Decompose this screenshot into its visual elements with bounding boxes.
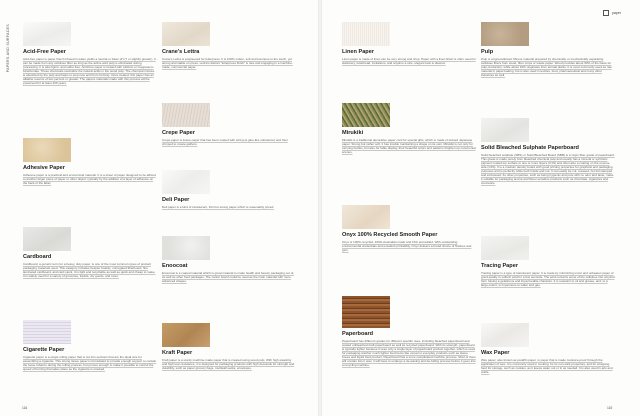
entry-adhesive-paper: [23, 138, 157, 198]
entry-title: Cigarette Paper: [23, 347, 65, 353]
entry-title: Wax Paper: [481, 350, 510, 356]
entry-paperboard: [342, 296, 476, 396]
entry-description: Mirukiki is a traditional decorative paper cord for special gifts, which is made of twisted Japanese paper. Strong but rather soft, it has trouble maintaining a shape on its own. Mirukiki is not only for carrying bottles, but also for table display, their beautiful colors and patterns brighten up ceremonial scenes.: [342, 137, 476, 154]
entry-description: Solid bleached sulphate (SBS) or Solid Bleached Board (SBB) is a virgin fiber grade of paperboard. This grade is made purely from bleached chemical pulp and usually has a mineral or synthetic pigment coated top surface in one or more layers (C1S) and often also a coating on the reverse side (C2S). It is a medium density board with good printing properties for graphical and packaging purposes and is perfectly white both inside and out. It can easily be cut, creased, hot foil stamped and embossed. Its other properties, such as being hygienic and pure with no odor and taste, make it suitable for packaging aroma and flavor sensitive products such as chocolate, cigarettes and cosmetics.: [481, 152, 615, 186]
entry-description: Pulp is a lignocellulosic fibrous material prepared by chemically or mechanically separating cellulose fibers from wood, fiber crops or waste paper. Wood provides about 90% of the basis for pulp production, while about 10% originates from annual plants. It is most commonly used as raw material in papermaking, but is also used in textiles, food, pharmaceutical and many other industries as well.: [481, 56, 612, 77]
entry-description: Linen paper is made of linen can be very strong and crisp. Paper with a linen finish is often used for stationery, letterhead, invitations, and anytime a nice, elegant look is desired.: [342, 56, 476, 65]
paper-swatch-image: [162, 22, 210, 46]
entry-cigarette-paper: [23, 320, 157, 384]
paper-swatch-image: [342, 296, 390, 328]
paper-swatch-image: [162, 236, 210, 260]
entry-pulp: [481, 22, 615, 86]
entry-title: Crane's Lettra: [162, 49, 200, 55]
entry-acid-free-paper: [23, 22, 157, 114]
entry-title: Crepe Paper: [162, 130, 195, 136]
paper-swatch-image: [23, 22, 71, 46]
entry-cranes-lettra: [162, 22, 296, 78]
entry-title: Enoocoat: [162, 263, 188, 269]
paper-swatch-image: [162, 323, 210, 347]
entry-kraft-paper: [162, 323, 296, 383]
entry-description: Wax paper, also known as paraffin paper, is paper that is made moisture-proof through the application of wax. It is commonly used in cooking, for its non-stick properties, and for wrapping food for storage, such as cookies, as it keeps water out or in as needed. It is also used in arts and crafts.: [481, 357, 613, 374]
entry-tracing-paper: [481, 236, 615, 296]
entry-title: Kraft Paper: [162, 350, 193, 356]
entry-description: Onyx is 100% recycled, 100% Australian made and FSC accredited. With outstanding environmental credentials and excellent printability, Onyx delivers a broad choice of finishes and gsm.: [342, 239, 472, 252]
entry-title: Paperboard: [342, 331, 374, 337]
paper-swatch-image: [23, 227, 71, 251]
paper-swatch-image: [342, 205, 390, 229]
paper-swatch-image: [162, 170, 210, 194]
entry-wax-paper: [481, 323, 615, 383]
entry-enoocoat: [162, 236, 296, 292]
paper-swatch-image: [481, 323, 529, 347]
entry-title: Onyx 100% Recycled Smooth Paper: [342, 232, 438, 238]
entry-mirukiki: [342, 103, 476, 163]
entry-description: Deli paper is a kind of translucent, thin but strong paper which is reasonably priced.: [162, 204, 275, 209]
paper-swatch-image: [342, 103, 390, 127]
entry-description: Cardboard, a generic term for a heavy, duty paper, is one of the most common types of product packaging materials used. This category includes heavier boards, corrugated fiberboard, fine laminated cardboard, and card stock. It is light and recyclable as well as quick and cheap to make. It is widely used for a variety of groceries, liquids, dry goods, and more.: [23, 261, 156, 278]
entry-onyx-recycled-paper: [342, 205, 476, 257]
entry-description: Adhesive paper is a practical and economical material. It is a sheet of paper designed to be affixed to another larger piece of paper or other object, typically by the addition of a layer of adhesive on the back of the label.: [23, 172, 156, 185]
entry-description: Acid-free paper is paper that if infused in water yields a neutral or basic pH (7 or slightly greater). It can be made from any cellulose fiber as long as the active acid pulp is eliminated during processing. It is also lignin- and sulfur-free. Acid-free paper is treated with calcium or magnesium bicarbonate. These chemicals neutralize the natural acids in the wood pulp. The chemical mixture is absorbed by the pulp and helps to stop new acid from forming. Once treated, this paper has an alkaline reserve of two percent or greater. The papers materials made with this process will be preserved for at least 100 years.: [23, 56, 156, 86]
corner-marker-icon: [603, 10, 609, 16]
paper-swatch-image: [162, 103, 210, 127]
entry-title: Pulp: [481, 49, 494, 55]
entry-title: Adhesive Paper: [23, 165, 65, 171]
page-number-left: 116: [22, 406, 28, 410]
entry-deli-paper: [162, 170, 296, 218]
paper-swatch-image: [23, 320, 71, 344]
entry-description: Crane's Lettra is engineered for letterpress. It is 100% cotton, soft and luxurious to the touch, yet strong and stable on press. Lettra's distinct "letterpress finish" is rare and engaging in a machine-made, commercial paper.: [162, 56, 293, 69]
entry-solid-bleached-sulphate: [481, 118, 615, 210]
entry-title: Cardboard: [23, 254, 52, 260]
entry-title: Acid-Free Paper: [23, 49, 66, 55]
page-number-right: 115: [607, 406, 613, 410]
entry-crepe-paper: [162, 103, 296, 151]
corner-title: paper: [612, 11, 621, 15]
paper-swatch-image: [481, 236, 529, 260]
entry-description: Paperboard has different grades for different specific uses, including bleached paperboard and coated unbleached kraft paperboard as well as recycled paperboard. With its strength, paperboard is typically lighter because it uses only a single layer of paperboard product together, which is used for packaging another much lighter food items like cereal or everyday products such as tissue boxes and liquid food product. Paperboard has a more complicated machine process. Most of them will contain foil or wax; it will have to undergo a de-waxing and de-foiling process before it goes into a recycling machine.: [342, 338, 476, 368]
entry-description: Kraft paper is a sturdy machine-made paper that is created using wood pulp. With high elasticity and high tear resistance, it is designed for packaging products with high demands for strength and durability, such as paper grocery bags, multiwall sacks, envelopes.: [162, 357, 295, 370]
entry-linen-paper: [342, 22, 476, 74]
entry-description: Enoocoat is a coated material which is great material to make health and beauty packaging out of, as well as other food packages. The carton board could be used as the main material with more advanced shapes.: [162, 270, 295, 283]
entry-title: Mirukiki: [342, 130, 364, 136]
entry-description: Crepe paper is tissue paper that has been coated with sizing (a glue-like substance) and then crimped to create gathers.: [162, 137, 288, 146]
entry-title: Linen Paper: [342, 49, 375, 55]
entry-title: Deli Paper: [162, 197, 190, 203]
paper-swatch-image: [23, 138, 71, 162]
entry-title: Solid Bleached Sulphate Paperboard: [481, 145, 579, 151]
entry-description: Cigarette paper is a single rolling paper that is cut into sections that are the ideal size for assembling a cigarette. This strong tissue paper is formulated to provide enough support to contain the loose tobacco during the rolling process, but porous enough to make it possible to control the speed of burning that takes place as the cigarette is smoked.: [23, 354, 157, 371]
paper-swatch-image: [481, 118, 529, 142]
paper-swatch-image: [342, 22, 390, 46]
running-title: PAPERS AND SURFACES: [6, 24, 10, 73]
entry-cardboard: [23, 227, 157, 299]
paper-swatch-image: [481, 22, 529, 46]
entry-title: Tracing Paper: [481, 263, 518, 269]
entry-description: Tracing paper is a type of translucent paper. It is made by minimizing uncut and unbeaten paper of good quality in sulfuric acid for a few seconds. The acid converts some of the cellulose into amyloid form having a gelatinous and impermeable character. It is resistant to oil and grease, and, to a large extent, is impervious to water and gas.: [481, 270, 615, 287]
